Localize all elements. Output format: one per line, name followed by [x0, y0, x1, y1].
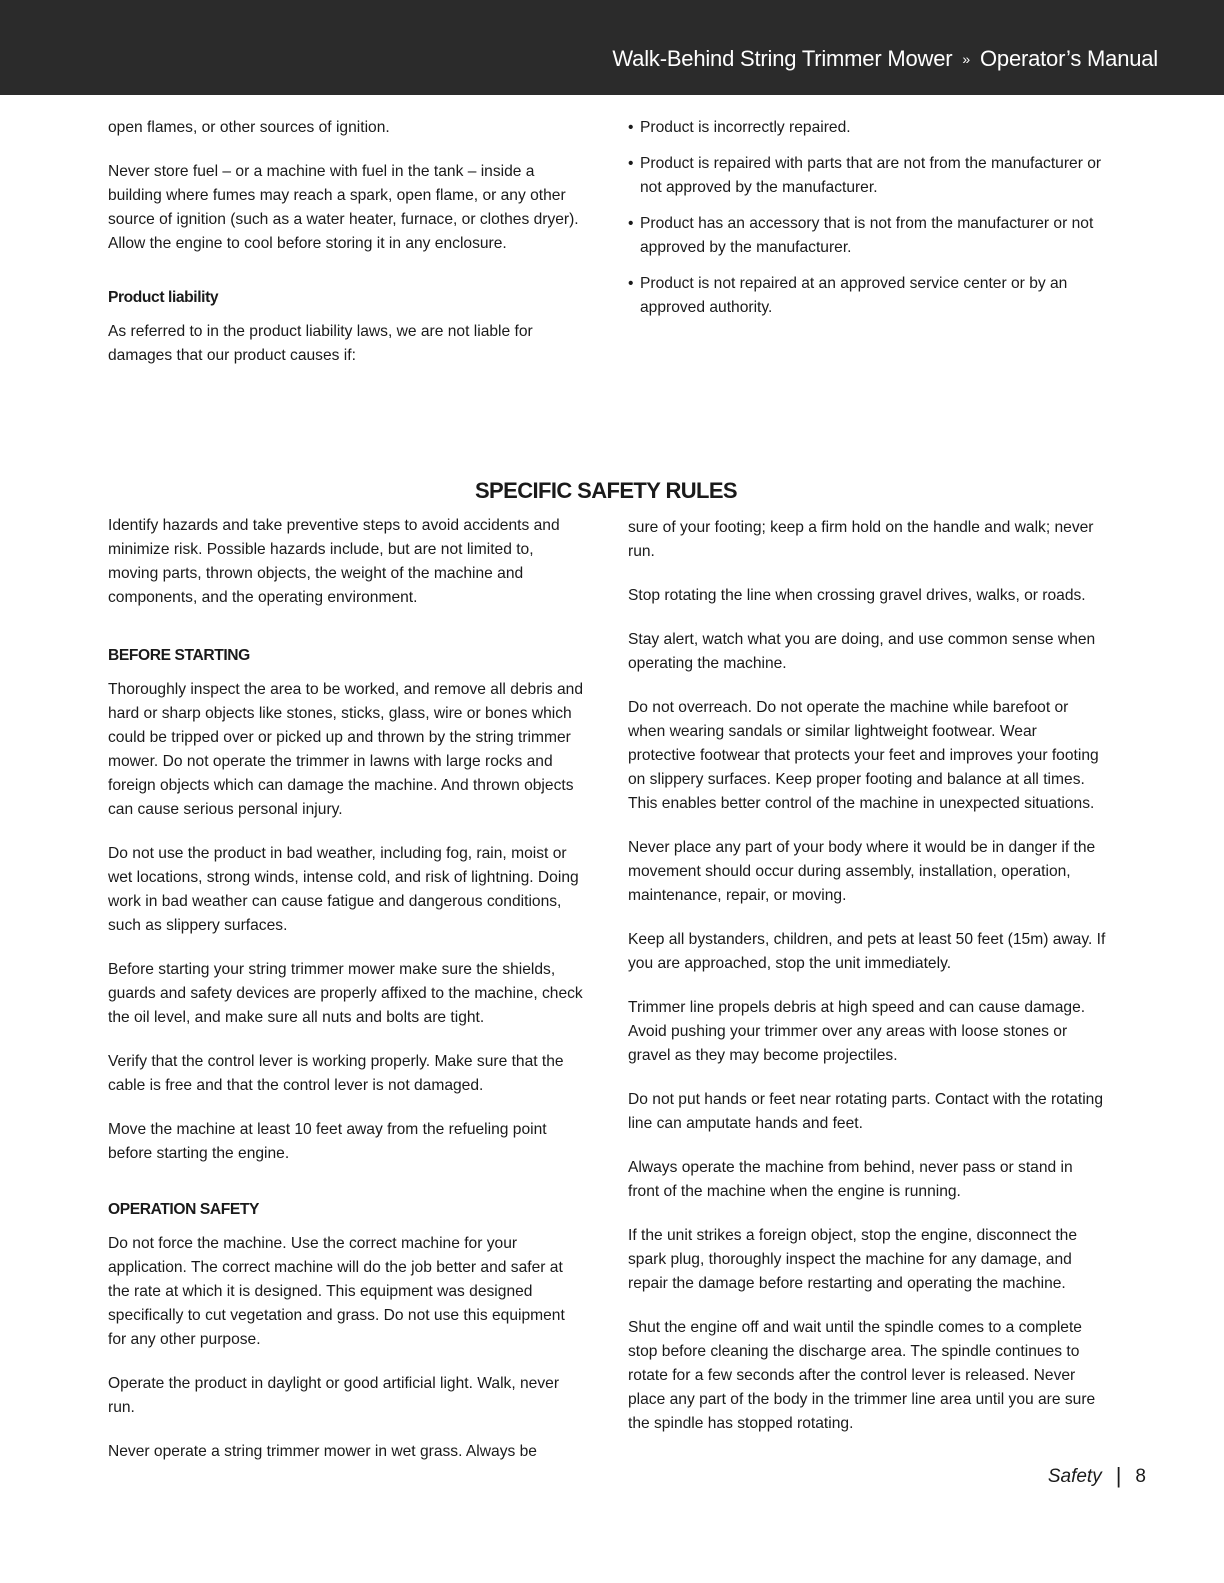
header-title [612, 46, 1158, 72]
paragraph: sure of your footing; keep a firm hold on the handle and walk; never run. [628, 519, 1094, 560]
manual-type: Operator’s Manual [980, 46, 1158, 71]
paragraph: Shut the engine off and wait until the spindle comes to a complete stop before cleaning the discharge area. The spindle continues to rotate for a few seconds after the control lever is released. Never place any part of the body in the trimmer line area until you are sure the spindle has stopped rotating. [628, 1319, 1096, 1432]
paragraph: Never operate a string trimmer mower in wet grass. Always be [108, 1443, 537, 1460]
paragraph: Do not use the product in bad weather, including fog, rain, moist or wet locations, strong winds, intense cold, and risk of lightning. Doing work in bad weather can cause fatigue and dangerous conditions, such as slippery surfaces. [108, 845, 579, 934]
paragraph: Verify that the control lever is working properly. Make sure that the cable is free and that the control lever is not damaged. [108, 1053, 564, 1094]
list-item-text: Product has an accessory that is not from the manufacturer or not approved by the manufacturer. [640, 215, 1094, 256]
paragraph: Keep all bystanders, children, and pets at least 50 feet (15m) away. If you are approached, stop the unit immediately. [628, 931, 1106, 972]
section-title: SPECIFIC SAFETY RULES [474, 478, 738, 503]
paragraph: Always operate the machine from behind, never pass or stand in front of the machine when the engine is running. [628, 1159, 1073, 1200]
paragraph: As referred to in the product liability laws, we are not liable for damages that our product causes if: [108, 323, 533, 364]
list-item-text: Product is not repaired at an approved service center or by an approved authority. [640, 275, 1068, 316]
list-item-text: Product is incorrectly repaired. [640, 119, 851, 136]
footer-divider: | [1115, 1463, 1122, 1488]
paragraph: Operate the product in daylight or good artificial light. Walk, never run. [108, 1375, 560, 1416]
paragraph: Stay alert, watch what you are doing, and use common sense when operating the machine. [628, 631, 1096, 672]
bullet-icon: • [628, 215, 634, 232]
paragraph: If the unit strikes a foreign object, stop the engine, disconnect the spark plug, thoroughly inspect the machine for any damage, and repair the damage before restarting and operating the machine. [628, 1227, 1078, 1292]
intro-paragraph: Identify hazards and take preventive steps to avoid accidents and minimize risk. Possible hazards include, but are not limited to, moving parts, thrown objects, the weight of the machine and components, and the operating environment. [108, 517, 560, 606]
page-header [0, 0, 1224, 95]
page-footer [1048, 1462, 1146, 1488]
bullet-icon: • [628, 275, 634, 292]
page-number: 8 [1135, 1466, 1146, 1487]
bullet-icon: • [628, 155, 634, 172]
paragraph: Do not force the machine. Use the correct machine for your application. The correct machine will do the job better and safer at the rate at which it is designed. This equipment was designed specifically to cut vegetation and grass. Do not use this equipment for any other purpose. [108, 1235, 565, 1348]
header-separator: » [962, 51, 970, 67]
operation-safety-heading: OPERATION SAFETY [108, 1201, 259, 1218]
section-right-column [628, 516, 1106, 1436]
footer-section-name: Safety [1047, 1466, 1102, 1487]
paragraph: Do not put hands or feet near rotating parts. Contact with the rotating line can amputate hands and feet. [628, 1091, 1104, 1132]
list-item [628, 152, 1106, 200]
paragraph: Stop rotating the line when crossing gravel drives, walks, or roads. [628, 587, 1086, 604]
list-item [628, 116, 1106, 140]
section-left-column [108, 514, 586, 1464]
paragraph: Before starting your string trimmer mower make sure the shields, guards and safety devices are properly affixed to the machine, check the oil level, and make sure all nuts and bolts are tight. [108, 961, 583, 1026]
paragraph: Never place any part of your body where it would be in danger if the movement should occur during assembly, installation, operation, maintenance, repair, or moving. [628, 839, 1096, 904]
paragraph: Move the machine at least 10 feet away from the refueling point before starting the engine. [108, 1121, 547, 1162]
paragraph: Trimmer line propels debris at high speed and can cause damage. Avoid pushing your trimmer over any areas with loose stones or gravel as they may become projectiles. [628, 999, 1086, 1064]
list-item-text: Product is repaired with parts that are not from the manufacturer or not approved by the manufacturer. [640, 155, 1102, 196]
paragraph: open flames, or other sources of ignition. [108, 119, 390, 136]
paragraph: Thoroughly inspect the area to be worked, and remove all debris and hard or sharp objects like stones, sticks, glass, wire or bones which could be tripped over or picked up and thrown by the string trimmer mower. Do not operate the trimmer in lawns with large rocks and foreign objects which can damage the machine. And thrown objects can cause serious personal injury. [108, 681, 584, 818]
paragraph: Do not overreach. Do not operate the machine while barefoot or when wearing sandals or similar lightweight footwear. Wear protective footwear that protects your feet and improves your footing on slippery surfaces. Keep proper footing and balance at all times. This enables better control of the machine in unexpected situations. [628, 699, 1099, 812]
top-left-column [108, 116, 586, 368]
product-liability-heading: Product liability [108, 289, 219, 306]
list-item [628, 212, 1106, 260]
manual-product-name: Walk-Behind String Trimmer Mower [612, 46, 953, 71]
bullet-icon: • [628, 119, 634, 136]
top-right-column [628, 116, 1106, 320]
paragraph: Never store fuel – or a machine with fuel in the tank – inside a building where fumes may reach a spark, open flame, or any other source of ignition (such as a water heater, furnace, or clothes dryer). Allow the engine to cool before storing it in any enclosure. [108, 163, 579, 252]
list-item [628, 272, 1106, 320]
before-starting-heading: BEFORE STARTING [108, 647, 250, 664]
